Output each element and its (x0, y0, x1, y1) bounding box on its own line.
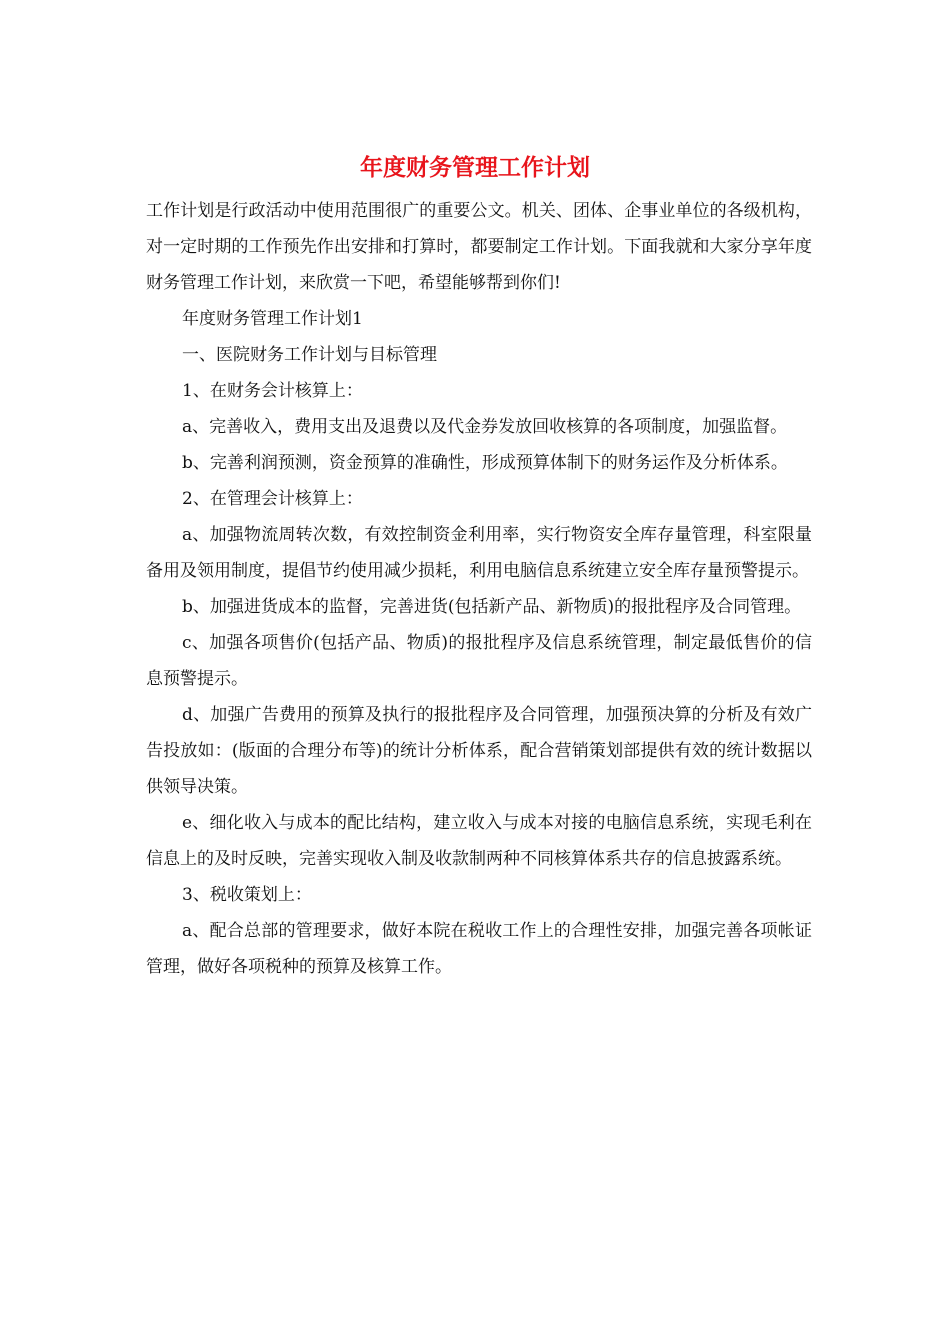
item-paragraph: c、加强各项售价(包括产品、物质)的报批程序及信息系统管理，制定最低售价的信息预警提示。 (146, 633, 812, 689)
document-body (146, 193, 812, 985)
item-paragraph: d、加强广告费用的预算及执行的报批程序及合同管理，加强预决算的分析及有效广告投放如：(版面的合理分布等)的统计分析体系，配合营销策划部提供有效的统计数据以供领导决策。 (146, 705, 812, 797)
item-paragraph: b、完善利润预测，资金预算的准确性，形成预算体制下的财务运作及分析体系。 (182, 453, 788, 473)
subheading-tax-planning: 3、税收策划上： (182, 885, 312, 905)
item-paragraph: a、加强物流周转次数，有效控制资金利用率，实行物资安全库存量管理，科室限量备用及领用制度，提倡节约使用减少损耗，利用电脑信息系统建立安全库存量预警提示。 (146, 525, 812, 581)
intro-paragraph: 工作计划是行政活动中使用范围很广的重要公文。机关、团体、企事业单位的各级机构，对一定时期的工作预先作出安排和打算时，都要制定工作计划。下面我就和大家分享年度财务管理工作计划，来欣赏一下吧，希望能够帮到你们! (146, 201, 812, 293)
item-paragraph: e、细化收入与成本的配比结构，建立收入与成本对接的电脑信息系统，实现毛利在信息上的及时反映，完善实现收入制及收款制两种不同核算体系共存的信息披露系统。 (146, 813, 812, 869)
section-heading-targets: 一、医院财务工作计划与目标管理 (182, 345, 437, 365)
item-paragraph: a、配合总部的管理要求，做好本院在税收工作上的合理性安排，加强完善各项帐证管理，做好各项税种的预算及核算工作。 (146, 921, 812, 977)
subheading-financial-accounting: 1、在财务会计核算上： (182, 381, 363, 401)
section-heading-plan-1: 年度财务管理工作计划1 (182, 309, 363, 329)
item-paragraph: b、加强进货成本的监督，完善进货(包括新产品、新物质)的报批程序及合同管理。 (182, 597, 802, 617)
item-paragraph: a、完善收入，费用支出及退费以及代金券发放回收核算的各项制度，加强监督。 (182, 417, 788, 437)
subheading-management-accounting: 2、在管理会计核算上： (182, 489, 363, 509)
document-title: 年度财务管理工作计划 (360, 154, 590, 181)
